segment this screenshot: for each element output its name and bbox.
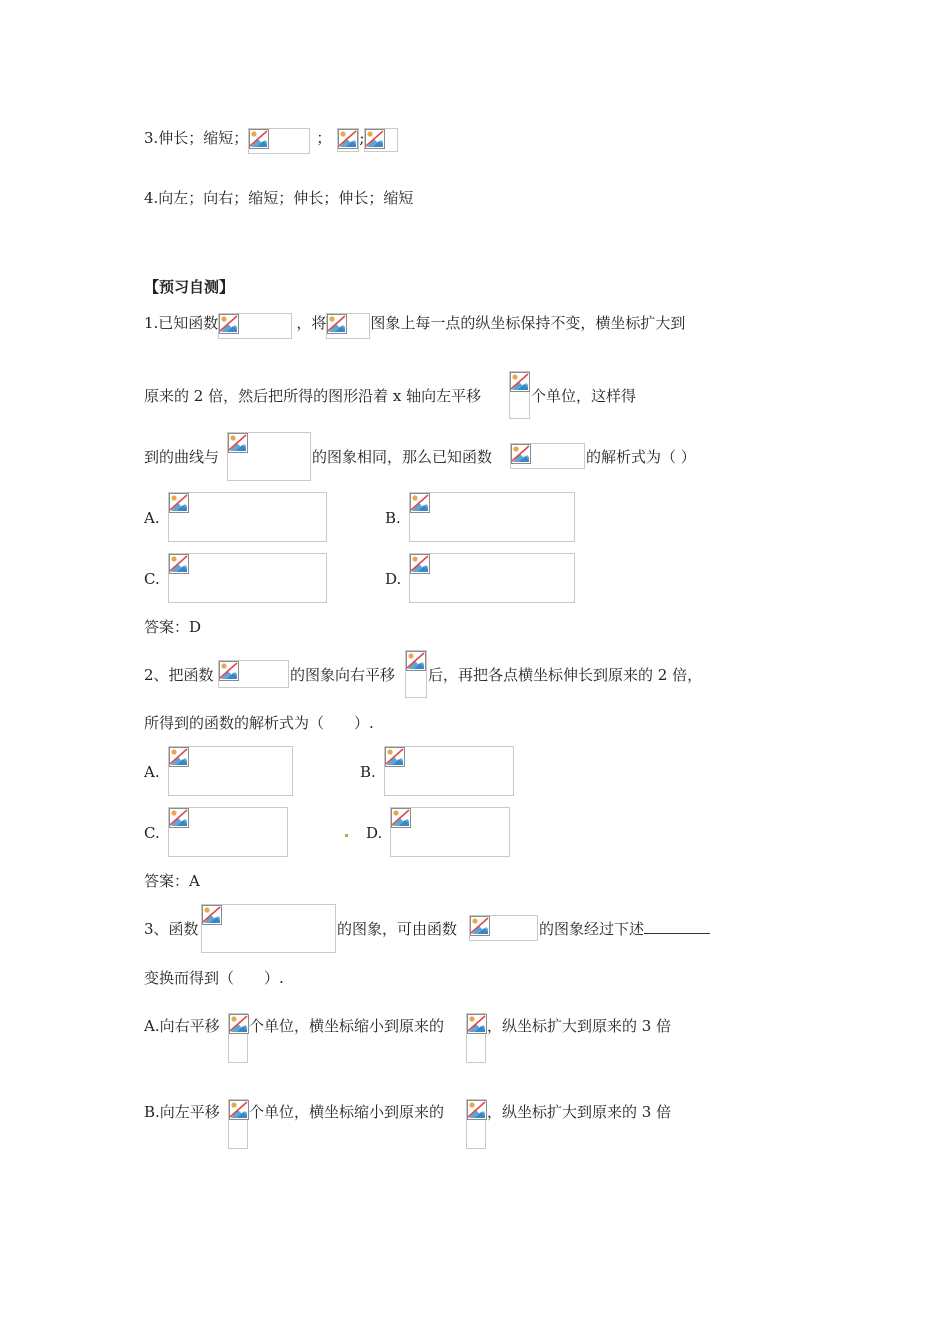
q2-option-a-image — [168, 746, 293, 796]
q3-line-2: 变换而得到（ ）. — [144, 969, 284, 987]
formula-image — [248, 128, 310, 154]
formula-image — [201, 904, 336, 953]
q1-option-a-image — [168, 492, 327, 542]
q1-line-3-a: 到的曲线与 — [144, 448, 220, 466]
q1-option-c-image — [168, 553, 327, 603]
q2-option-d-image — [390, 807, 510, 857]
broken-image-icon — [327, 314, 347, 334]
q3-option-b-a: B.向左平移 — [144, 1103, 220, 1121]
q1-option-a-label: A. — [144, 509, 160, 527]
q3-option-a-a: A.向右平移 — [144, 1017, 220, 1035]
formula-image — [466, 1099, 486, 1149]
formula-image — [405, 650, 427, 698]
formula-image — [337, 128, 359, 152]
q2-option-c-label: C. — [144, 824, 160, 842]
broken-image-icon — [365, 129, 385, 149]
formula-image — [510, 443, 585, 469]
broken-image-icon — [338, 129, 358, 149]
broken-image-icon — [219, 314, 239, 334]
broken-image-icon — [467, 1014, 487, 1034]
q1-line-3-c: 的解析式为（ ） — [586, 448, 696, 466]
broken-image-icon — [391, 808, 411, 828]
broken-image-icon — [202, 905, 222, 925]
answer-text: 3.伸长；缩短； — [144, 129, 249, 147]
formula-image — [228, 1013, 248, 1063]
q1-option-c-label: C. — [144, 570, 160, 588]
q1-line-2: 原来的 2 倍，然后把所得的图形沿着 x 轴向左平移 — [144, 387, 482, 405]
section-title: 【预习自测】 — [144, 278, 235, 296]
q1-option-b-label: B. — [385, 509, 401, 527]
broken-image-icon — [410, 493, 430, 513]
q2-option-b-image — [384, 746, 514, 796]
q3-line-1-b: 的图象，可由函数 — [337, 920, 458, 938]
q1-option-d-image — [409, 553, 575, 603]
formula-image — [364, 128, 398, 152]
formula-image — [218, 313, 292, 339]
q2-line-1-a: 2、把函数 — [144, 666, 214, 684]
q2-option-d-label: D. — [366, 824, 383, 842]
formula-image — [218, 660, 289, 688]
broken-image-icon — [219, 661, 239, 681]
answer-blank — [644, 919, 710, 934]
answer-line-3: 3.伸长；缩短； ； ; — [144, 128, 398, 154]
q3-option-b-c: ，纵坐标扩大到原来的 3 倍 — [487, 1103, 672, 1121]
formula-image — [469, 915, 538, 941]
q3-option-b-b: 个单位，横坐标缩小到原来的 — [249, 1103, 445, 1121]
q3-line-1-a: 3、函数 — [144, 920, 199, 938]
q3-option-a-b: 个单位，横坐标缩小到原来的 — [249, 1017, 445, 1035]
formula-image — [227, 432, 311, 481]
q2-line-1-b: 的图象向右平移 — [290, 666, 396, 684]
q2-line-1-c: 后，再把各点横坐标伸长到原来的 2 倍， — [428, 666, 703, 684]
broken-image-icon — [410, 554, 430, 574]
q2-option-c-image — [168, 807, 288, 857]
q3-option-a-c: ，纵坐标扩大到原来的 3 倍 — [487, 1017, 672, 1035]
broken-image-icon — [169, 554, 189, 574]
q3-line-1-c: 的图象经过下述 — [539, 919, 710, 939]
broken-image-icon — [169, 747, 189, 767]
broken-image-icon — [169, 493, 189, 513]
broken-image-icon — [511, 444, 531, 464]
broken-image-icon — [510, 372, 530, 392]
q1-answer: 答案：D — [144, 618, 202, 636]
broken-image-icon — [169, 808, 189, 828]
q2-line-2: 所得到的函数的解析式为（ ）. — [144, 714, 374, 732]
q1-option-d-label: D. — [385, 570, 402, 588]
formula-image — [466, 1013, 486, 1063]
q1-option-b-image — [409, 492, 575, 542]
broken-image-icon — [467, 1100, 487, 1120]
formula-image — [228, 1099, 248, 1149]
answer-line-4: 4.向左；向右；缩短；伸长；伸长；缩短 — [144, 189, 414, 207]
broken-image-icon — [470, 916, 490, 936]
q1-line-3-b: 的图象相同，那么已知函数 — [312, 448, 493, 466]
stray-dot — [345, 834, 348, 837]
formula-image — [509, 371, 530, 419]
broken-image-icon — [385, 747, 405, 767]
formula-image — [326, 313, 370, 339]
q1-line-2-tail: 个单位，这样得 — [531, 387, 637, 405]
broken-image-icon — [406, 651, 426, 671]
q2-option-b-label: B. — [360, 763, 376, 781]
broken-image-icon — [229, 1014, 249, 1034]
q2-option-a-label: A. — [144, 763, 160, 781]
broken-image-icon — [249, 129, 269, 149]
q2-answer: 答案：A — [144, 872, 200, 890]
q1-line-1: 1.已知函数 ，将 图象上每一点的纵坐标保持不变，横坐标扩大到 — [144, 313, 685, 339]
broken-image-icon — [228, 433, 248, 453]
broken-image-icon — [229, 1100, 249, 1120]
